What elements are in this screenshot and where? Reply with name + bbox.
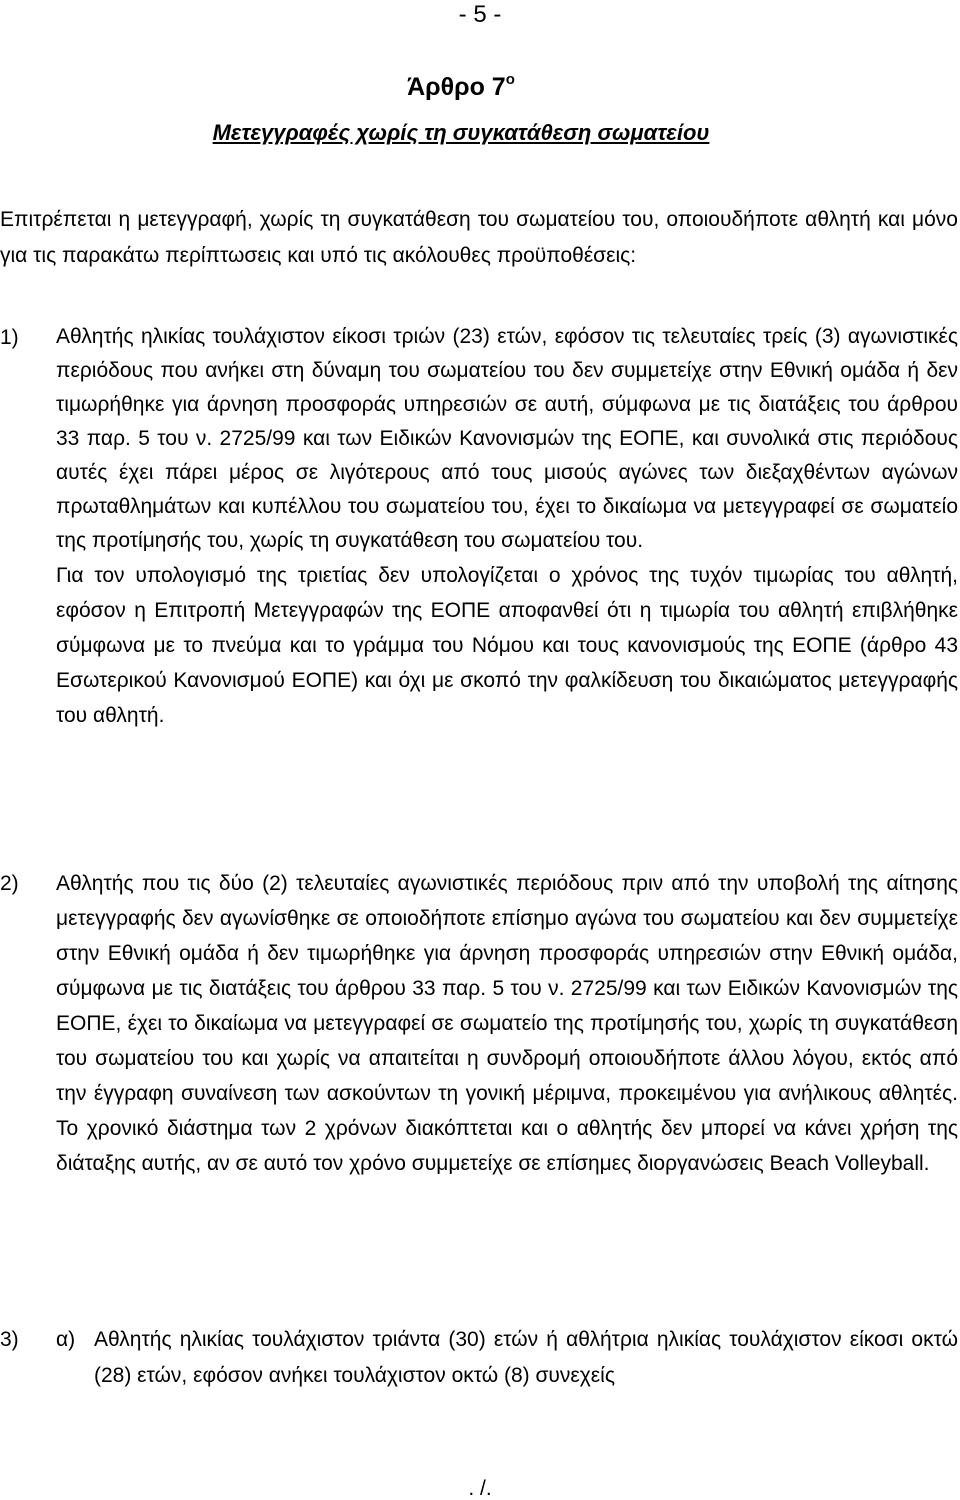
article-title-text: Άρθρο 7 bbox=[407, 73, 506, 101]
list-item bbox=[0, 866, 958, 1181]
item-number: 3) bbox=[0, 1328, 19, 1351]
list-item bbox=[0, 1322, 958, 1394]
item-paragraph: Αθλητής ηλικίας τουλάχιστον είκοσι τριών (23) ετών, εφόσον τις τελευταίες τρείς (3) αγωνιστικές περιόδους που ανήκει στη δύναμη του σωματείου του δεν συμμετείχε στην Εθνική ομάδα ή δεν τιμωρήθηκε για άρνηση προσφοράς υπηρεσιών σε αυτή, σύμφωνα με τις διατάξεις του άρθρου 33 παρ. 5 του ν. 2725/99 και των Ειδικών Κανονισμών της ΕΟΠΕ, και συνολικά στις περιόδους αυτές έχει πάρει μέρος σε λιγότερους από τους μισούς αγώνες των διεξαχθέντων αγώνων πρωταθλημάτων και κυπέλλου του σωματείου του, έχει το δικαίωμα να μετεγγραφεί σε σωματείο της προτίμησής του, χωρίς τη συγκατάθεση του σωματείου του. bbox=[56, 325, 958, 552]
page-number: - 5 - bbox=[458, 1, 502, 28]
item-paragraph: Αθλητής που τις δύο (2) τελευταίες αγωνιστικές περιόδους πριν από την υποβολή της αίτησης μετεγγραφής δεν αγωνίσθηκε σε οποιοδήποτε επίσημο αγώνα του σωματείου και δεν συμμετείχε στην Εθνική ομάδα ή δεν τιμωρήθηκε για άρνηση προσφοράς υπηρεσιών στην Εθνική ομάδα, σύμφωνα με τις διατάξεις του άρθρου 33 παρ. 5 του ν. 2725/99 και των Ειδικών Κανονισμών της ΕΟΠΕ, έχει το δικαίωμα να μετεγγραφεί σε σωματείο της προτίμησής του, χωρίς τη συγκατάθεση του σωματείου του και χωρίς να απαιτείται η συνδρομή οποιουδήποτε άλλου λόγου, εκτός από την έγγραφη συναίνεση των ασκούντων τη γονική μέριμνα, προκειμένου για ανήλικους αθλητές. Το χρονικό διάστημα των 2 χρόνων διακόπτεται και ο αθλητής δεν μπορεί να κάνει χρήση της διάταξης αυτής, αν σε αυτό τον χρόνο συμμετείχε σε επίσημες διοργανώσεις Beach Volleyball. bbox=[56, 872, 958, 1175]
article-subtitle: Μετεγγραφές χωρίς τη συγκατάθεση σωματείου bbox=[212, 120, 710, 145]
page-continuation-mark: . /. bbox=[468, 1477, 492, 1500]
item-paragraph: Για τον υπολογισμό της τριετίας δεν υπολογίζεται ο χρόνος της τυχόν τιμωρίας του αθλητή, εφόσον η Επιτροπή Μετεγγραφών της ΕΟΠΕ αποφανθεί ότι η τιμωρία του αθλητή επιβλήθηκε σύμφωνα με το πνεύμα και το γράμμα του Νόμου και τους κανονισμούς της ΕΟΠΕ (άρθρο 43 Εσωτερικού Κανονισμού ΕΟΠΕ) και όχι με σκοπό την φαλκίδευση του δικαιώματος μετεγγραφής του αθλητή. bbox=[56, 564, 958, 727]
item-body bbox=[56, 320, 958, 733]
item-number: 2) bbox=[0, 872, 19, 895]
item-body bbox=[56, 866, 958, 1181]
article-title bbox=[0, 70, 922, 104]
item-body bbox=[94, 1322, 958, 1394]
item-number: 1) bbox=[0, 326, 19, 349]
article-title-superscript: ο bbox=[505, 71, 515, 88]
item-paragraph: Αθλητής ηλικίας τουλάχιστον τριάντα (30) ετών ή αθλήτρια ηλικίας τουλάχιστον είκοσι οκτώ (28) ετών, εφόσον ανήκει τουλάχιστον οκτώ (8) συνεχείς bbox=[94, 1328, 958, 1387]
list-item bbox=[0, 320, 958, 733]
intro-paragraph: Επιτρέπεται η μετεγγραφή, χωρίς τη συγκατάθεση του σωματείου του, οποιουδήποτε αθλητή και μόνο για τις παρακάτω περίπτωσεις και υπό τις ακόλουθες προϋποθέσεις: bbox=[0, 208, 958, 267]
item-sub-letter: α) bbox=[56, 1328, 76, 1351]
